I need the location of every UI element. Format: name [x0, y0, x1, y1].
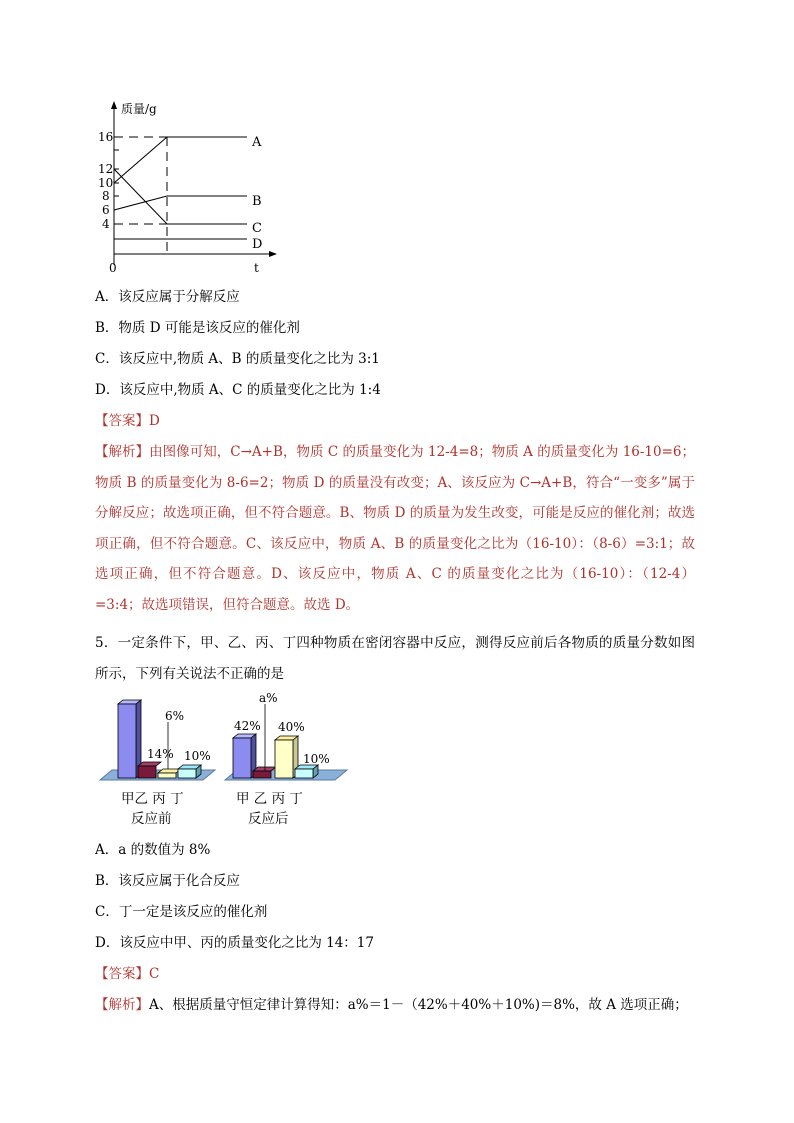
- series-b-label: B: [252, 194, 262, 209]
- label-after-bing: 40%: [278, 720, 305, 734]
- x-axis-arrow: [269, 251, 277, 257]
- label-before-yi: 14%: [147, 747, 174, 761]
- after-caption: 反应后: [248, 811, 289, 827]
- bar-after-ding: [295, 769, 313, 778]
- before-caption: 反应前: [131, 811, 172, 827]
- label-after-ding: 10%: [303, 752, 330, 766]
- q5-analysis: [95, 995, 705, 1015]
- q4-option-a: A．该反应属于分解反应: [95, 289, 240, 305]
- x-axis-label: t: [254, 261, 259, 275]
- answer-tag: 【答案】: [95, 413, 149, 429]
- bar-before-jia: [118, 704, 136, 778]
- answer-tag: 【答案】: [95, 966, 149, 982]
- mass-fraction-bar-chart: [95, 690, 355, 790]
- bar-before-ding: [178, 769, 196, 778]
- label-before-bing: 6%: [165, 709, 185, 723]
- y-tick-6: 6: [102, 203, 110, 217]
- bar-before-yi: [138, 766, 156, 778]
- series-a-label: A: [252, 135, 262, 150]
- y-axis-label: 质量/g: [121, 102, 157, 116]
- q4-answer: [95, 411, 160, 431]
- bar-after-yi: [253, 771, 271, 778]
- y-tick-8: 8: [102, 189, 110, 203]
- analysis-tag: 【解析】: [95, 997, 149, 1013]
- label-after-jia: 42%: [234, 719, 261, 733]
- q4-option-c: C．该反应中,物质 A、B 的质量变化之比为 3:1: [95, 351, 380, 367]
- analysis-tag: 【解析】: [95, 444, 150, 460]
- label-after-yi: a%: [259, 691, 278, 705]
- y-tick-10: 10: [98, 176, 114, 190]
- q5-option-d: D．该反应中甲、丙的质量变化之比为 14：17: [95, 935, 374, 951]
- q5-option-c: C．丁一定是该反应的催化剂: [95, 904, 268, 920]
- bar-before-yi-top: [138, 762, 161, 766]
- q5-question: 5．一定条件下，甲、乙、丙、丁四种物质在密闭容器中反应，测得反应前后各物质的质量分数如图所示，下列有关说法不正确的是: [95, 635, 695, 682]
- q4-option-d: D．该反应中,物质 A、C 的质量变化之比为 1:4: [95, 382, 381, 398]
- bar-before-bing: [158, 773, 176, 778]
- label-before-ding: 10%: [184, 749, 211, 763]
- q4-analysis: [95, 437, 695, 621]
- series-d-label: D: [252, 237, 263, 252]
- q5-option-a: A．a 的数值为 8%: [95, 842, 211, 858]
- q5-answer: [95, 964, 159, 984]
- series-c-label: C: [252, 221, 262, 236]
- before-categories: 甲乙 丙 丁: [121, 791, 184, 807]
- answer-value: D: [149, 413, 160, 429]
- y-tick-16: 16: [98, 130, 114, 144]
- q5-option-b: B．该反应属于化合反应: [95, 873, 240, 889]
- analysis-text: A、根据质量守恒定律计算得知：a%＝1－（42%＋40%＋10%)＝8%，故 A 选项正确；: [149, 997, 688, 1013]
- y-tick-12: 12: [98, 162, 114, 176]
- series-b-line: [114, 196, 247, 210]
- after-categories: 甲 乙 丙 丁: [236, 791, 303, 807]
- analysis-text: 由图像可知，C→A+B，物质 C 的质量变化为 12-4=8；物质 A 的质量变化为 16-10=6；物质 B 的质量变化为 8-6=2；物质 D 的质量没有改变；A、该反应为 C→A+B，符合“一变多”属于分解反应；故选项正确，但不符合题意。B、物质 D 的质量为发生改变，可能是反应的催化剂；故选项正确，但不符合题意。C、该反应中，物质 A、B 的质量变化之比为（16-10）：（8-6）=3:1；故选项正确，但不符合题意。D、该反应中，物质 A、C 的质量变化之比为（16-10）：（12-4）=3:4；故选项错误，但符合题意。故选 D。: [95, 444, 696, 613]
- bar-after-bing: [275, 740, 293, 778]
- series-a-line: [114, 137, 247, 183]
- bar-after-jia: [233, 738, 251, 778]
- origin-label: 0: [109, 261, 117, 275]
- q4-option-b: B．物质 D 可能是该反应的催化剂: [95, 320, 300, 336]
- mass-time-chart: [95, 95, 285, 280]
- answer-value: C: [149, 966, 160, 982]
- y-axis-arrow: [111, 101, 117, 109]
- y-tick-4: 4: [102, 217, 110, 231]
